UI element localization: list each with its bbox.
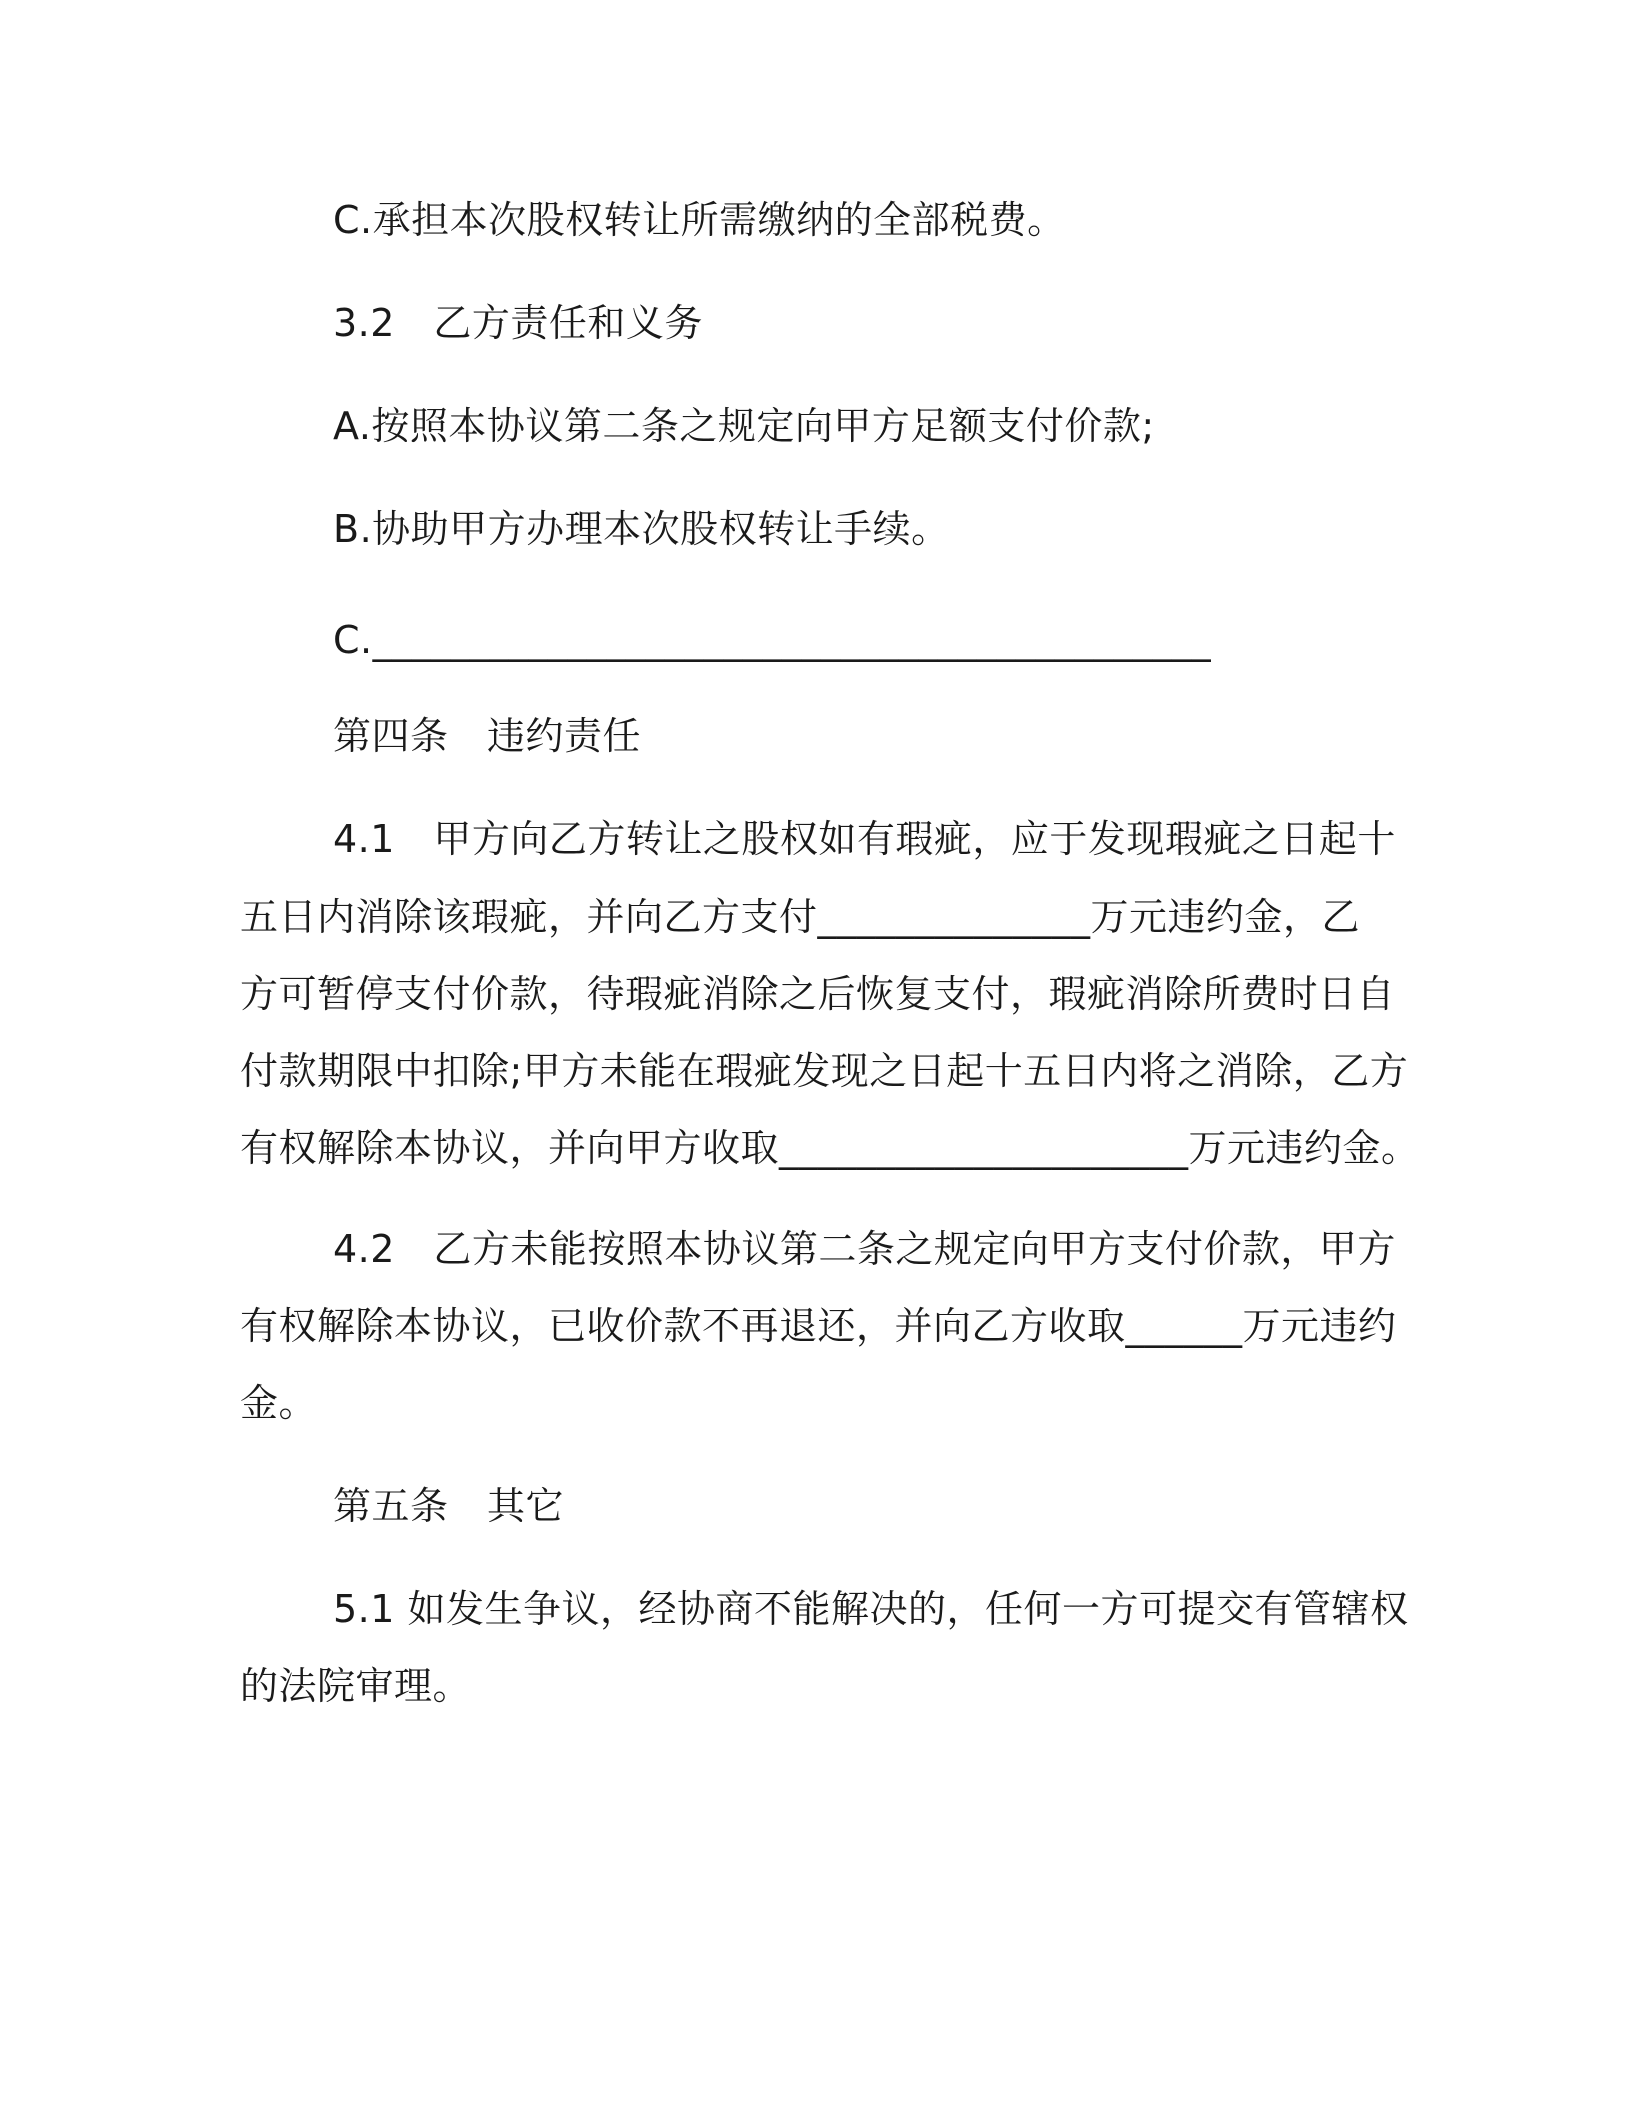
clause-4-2-line-1: 4.2 乙方未能按照本协议第二条之规定向甲方支付价款，甲方 bbox=[333, 1227, 1396, 1271]
clause-3-1-c: C.承担本次股权转让所需缴纳的全部税费。 bbox=[333, 198, 1066, 242]
section-3-2-heading: 3.2 乙方责任和义务 bbox=[333, 301, 703, 345]
clause-4-1-line-1: 4.1 甲方向乙方转让之股权如有瑕疵，应于发现瑕疵之日起十 bbox=[333, 817, 1396, 861]
clause-4-1-line-5: 有权解除本协议，并向甲方收取_____________________万元违约金。 bbox=[240, 1126, 1420, 1170]
article-5-heading: 第五条 其它 bbox=[333, 1484, 565, 1528]
clause-4-2-line-2: 有权解除本协议，已收价款不再退还，并向乙方收取______万元违约 bbox=[240, 1304, 1397, 1348]
clause-4-2-line-3: 金。 bbox=[240, 1381, 318, 1425]
clause-4-1-line-3: 方可暂停支付价款，待瑕疵消除之后恢复支付，瑕疵消除所费时日自 bbox=[240, 972, 1396, 1016]
clause-5-1-line-1: 5.1 如发生争议，经协商不能解决的，任何一方可提交有管辖权 bbox=[333, 1587, 1409, 1631]
clause-4-1-line-2: 五日内消除该瑕疵，并向乙方支付______________万元违约金，乙 bbox=[240, 895, 1361, 939]
clause-3-2-b: B.协助甲方办理本次股权转让手续。 bbox=[333, 507, 950, 551]
clause-4-1-line-4: 付款期限中扣除;甲方未能在瑕疵发现之日起十五日内将之消除，乙方 bbox=[240, 1049, 1409, 1093]
clause-5-1-line-2: 的法院审理。 bbox=[240, 1664, 472, 1708]
clause-3-2-a: A.按照本协议第二条之规定向甲方足额支付价款; bbox=[333, 404, 1155, 448]
clause-3-2-c-blank: C.___________________________________________ bbox=[333, 618, 1212, 662]
article-4-heading: 第四条 违约责任 bbox=[333, 714, 642, 758]
